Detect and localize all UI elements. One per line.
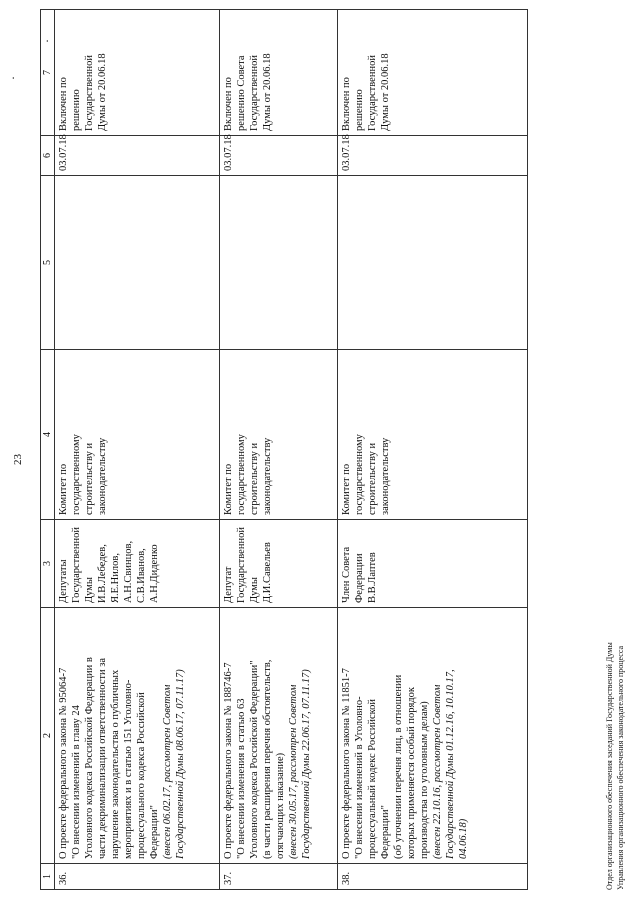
table-row [338,10,528,890]
table-row [220,10,338,890]
date-cell: 03.07.18 [55,136,220,176]
bill-description [55,608,220,864]
decision-cell: Включен по решению Государственной Думы от 20.06.18 [338,10,528,136]
bill-note: (внесен 30.05.17, рассмотрен Советом Государственной Думы 22.06.17, 07.11.17) [288,669,312,859]
date-cell: 03.07.18 [338,136,528,176]
bill-author: Депутат Государственной Думы Д.И.Савельев [220,520,338,608]
decision-cell: Включен по решению Совета Государственной Думы от 20.06.18 [220,10,338,136]
agenda-table [40,9,528,890]
bill-description [220,608,338,864]
date-cell: 03.07.18 [220,136,338,176]
col5-cell [220,176,338,350]
bill-author: Член Совета Федерации В.В.Лаптев [338,520,528,608]
page-number: 23 [12,454,24,465]
header-col-3: 3 [41,520,55,608]
bill-author: Депутаты Государственной Думы И.В.Лебедев, Я.Е.Нилов, А.Н.Свинцов, С.В.Иванов, А.Н.Диденко [55,520,220,608]
table-row [55,10,220,890]
header-row [41,10,55,890]
responsible-committee: Комитет по государственному строительству и законодательству [55,350,220,520]
bill-note: (внесен 06.02.17, рассмотрен Советом Государственной Думы 08.06.17, 07.11.17) [162,669,186,859]
header-col-5: 5 [41,176,55,350]
row-number: 38. [338,864,528,890]
col5-cell [55,176,220,350]
bill-description [338,608,528,864]
bill-note: (внесен 22.10.16, рассмотрен Советом Государственной Думы 01.12.16, 10.10.17, 04.06.18) [432,669,469,859]
row-number: 36. [55,864,220,890]
decision-cell: Включен по решению Государственной Думы от 20.06.18 [55,10,220,136]
header-col-4: 4 [41,350,55,520]
header-col-1: 1 [41,864,55,890]
header-col-7: 7 [41,10,55,136]
scan-speck: · [6,76,20,80]
responsible-committee: Комитет по государственному строительству и законодательству [220,350,338,520]
header-col-2: 2 [41,608,55,864]
responsible-committee: Комитет по государственному строительству и законодательству [338,350,528,520]
footer [604,642,626,890]
footer-line: Отдел организационного обеспечения заседаний Государственной Думы [605,642,614,890]
bill-title: О проекте федерального закона № 11851-7 "О внесении изменений в Уголовно- процессуальный кодекс Российской Федерации" (об уточнении перечня лиц, в отношении которых применяется особый порядок производства по уголовным делам) [341,668,430,859]
header-col-6: 6 [41,136,55,176]
footer-line: Управления организационного обеспечения законодательного процесса [616,645,625,890]
col5-cell [338,176,528,350]
row-number: 37. [220,864,338,890]
bill-title: О проекте федерального закона № 95064-7 "О внесении изменений в главу 24 Уголовного кодекса Российской Федерации в части декриминализации ответственности за нарушение законодательства о публичных мероприятиях и в статью 151 Уголовно- процессуального кодекса Российской Федерации" [58,657,160,859]
bill-title: О проекте федерального закона № 188746-7 "О внесении изменения в статью 63 Уголовного кодекса Российской Федерации" (в части расширения перечня обстоятельств, отягчающих наказание) [223,659,286,859]
scan-speck: · [40,39,54,43]
